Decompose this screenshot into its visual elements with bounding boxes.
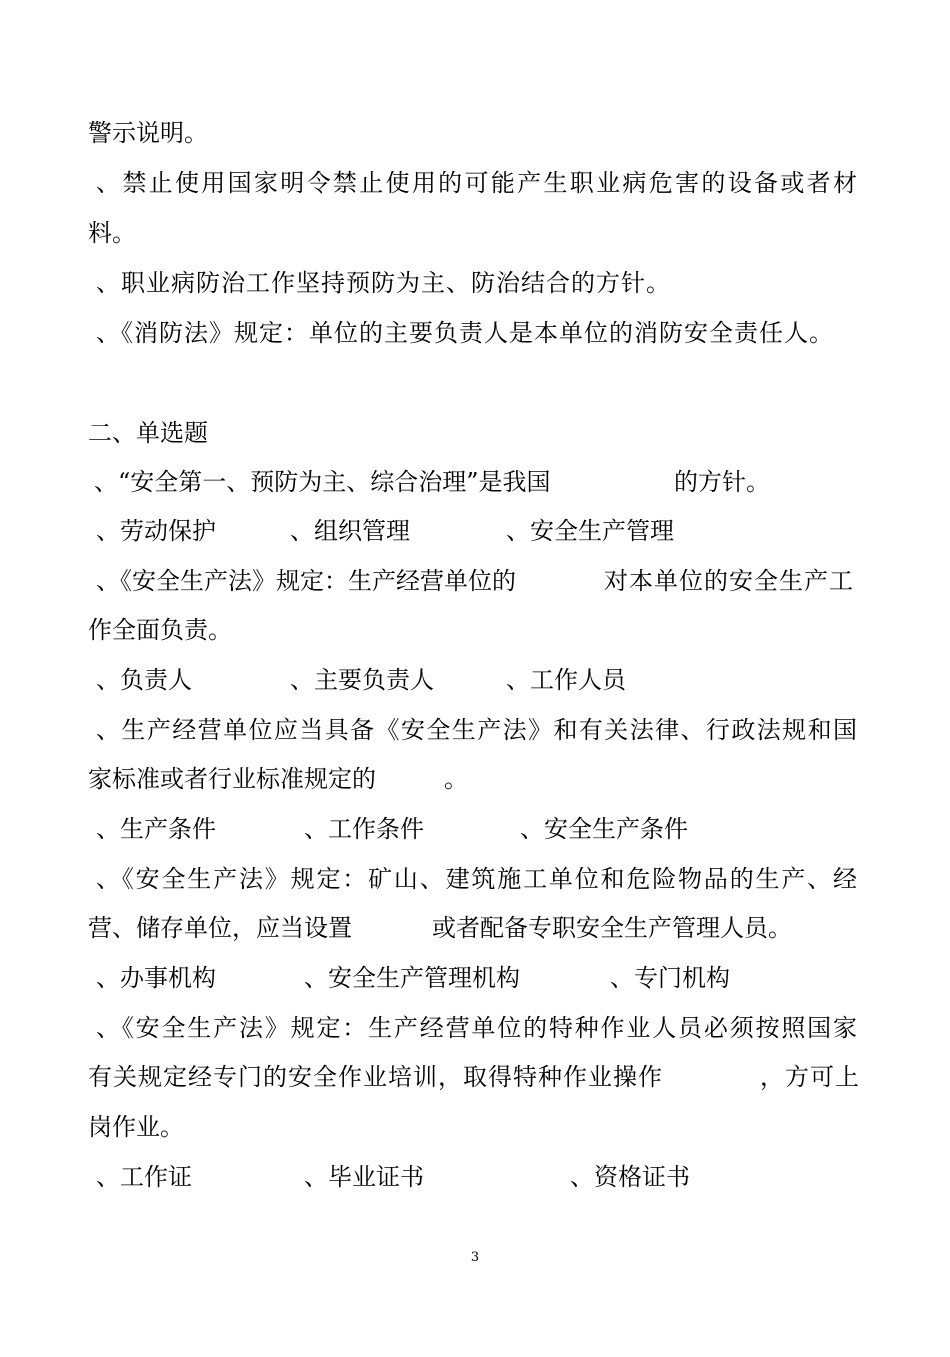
option-b: 、毕业证书 [304, 1163, 424, 1191]
question-text: 、《安全生产法》规定：生产经营单位的 [96, 567, 516, 595]
question-line [0, 462, 950, 502]
question-line [0, 1057, 950, 1097]
question-line [0, 1008, 950, 1048]
question-text: 或者配备专职安全生产管理人员。 [432, 914, 792, 942]
page-number: 3 [470, 1250, 480, 1265]
text-line [0, 263, 950, 303]
question-text: 、生产经营单位应当具备《安全生产法》和有关法律、行政法规和国 [96, 716, 858, 744]
question-text: 营、储存单位，应当设置 [88, 914, 352, 942]
question-text: ，方可上 [760, 1063, 860, 1091]
option-c: 、安全生产管理 [506, 517, 674, 545]
text-line: 、职业病防治工作坚持预防为主、防治结合的方针。 [96, 269, 671, 297]
option-line [0, 660, 950, 700]
option-a: 、劳动保护 [96, 517, 216, 545]
question-line [0, 561, 950, 601]
text-line [96, 163, 858, 203]
question-text: 。 [444, 765, 468, 793]
option-line [0, 958, 950, 998]
question-text: 有关规定经专门的安全作业培训，取得特种作业操作 [88, 1063, 663, 1091]
question-text: 、“安全第一、预防为主、综合治理”是我国 [94, 468, 551, 496]
option-line [0, 511, 950, 551]
question-line [0, 610, 950, 650]
option-c: 、专门机构 [610, 964, 730, 992]
question-line [0, 1107, 950, 1147]
question-text: 岗作业。 [88, 1113, 184, 1141]
question-text: 的方针。 [674, 468, 770, 496]
question-text [96, 710, 858, 750]
question-text: 对本单位的安全生产工 [604, 567, 854, 595]
option-c: 、资格证书 [570, 1163, 690, 1191]
question-text [96, 859, 858, 899]
option-a: 、工作证 [96, 1163, 192, 1191]
option-b: 、主要负责人 [290, 666, 434, 694]
text-line [0, 163, 950, 203]
option-line [0, 809, 950, 849]
option-a: 、负责人 [96, 666, 192, 694]
question-text: 、《安全生产法》规定：生产经营单位的特种作业人员必须按照国家 [96, 1014, 858, 1042]
text-line [0, 113, 950, 153]
question-text [96, 1008, 858, 1048]
text-line [0, 213, 950, 253]
question-text: 、《安全生产法》规定：矿山、建筑施工单位和危险物品的生产、经 [96, 865, 858, 893]
text-line [0, 313, 950, 353]
text-line: 、《消防法》规定：单位的主要负责人是本单位的消防安全责任人。 [96, 319, 834, 347]
question-text: 家标准或者行业标准规定的 [88, 765, 376, 793]
section-heading [0, 413, 950, 453]
question-text: 作全面负责。 [88, 616, 232, 644]
question-line [0, 759, 950, 799]
question-line [0, 908, 950, 948]
option-c: 、工作人员 [506, 666, 626, 694]
option-a: 、生产条件 [96, 815, 216, 843]
text-line: 警示说明。 [88, 119, 208, 147]
question-line [0, 859, 950, 899]
text-line: 料。 [88, 219, 136, 247]
option-a: 、办事机构 [96, 964, 216, 992]
option-b: 、组织管理 [290, 517, 410, 545]
option-b: 、安全生产管理机构 [304, 964, 520, 992]
text-line: 、禁止使用国家明令禁止使用的可能产生职业病危害的设备或者材 [96, 169, 858, 197]
option-b: 、工作条件 [304, 815, 424, 843]
option-c: 、安全生产条件 [520, 815, 688, 843]
section-heading: 二、单选题 [88, 419, 208, 447]
option-line [0, 1157, 950, 1197]
question-line [0, 710, 950, 750]
